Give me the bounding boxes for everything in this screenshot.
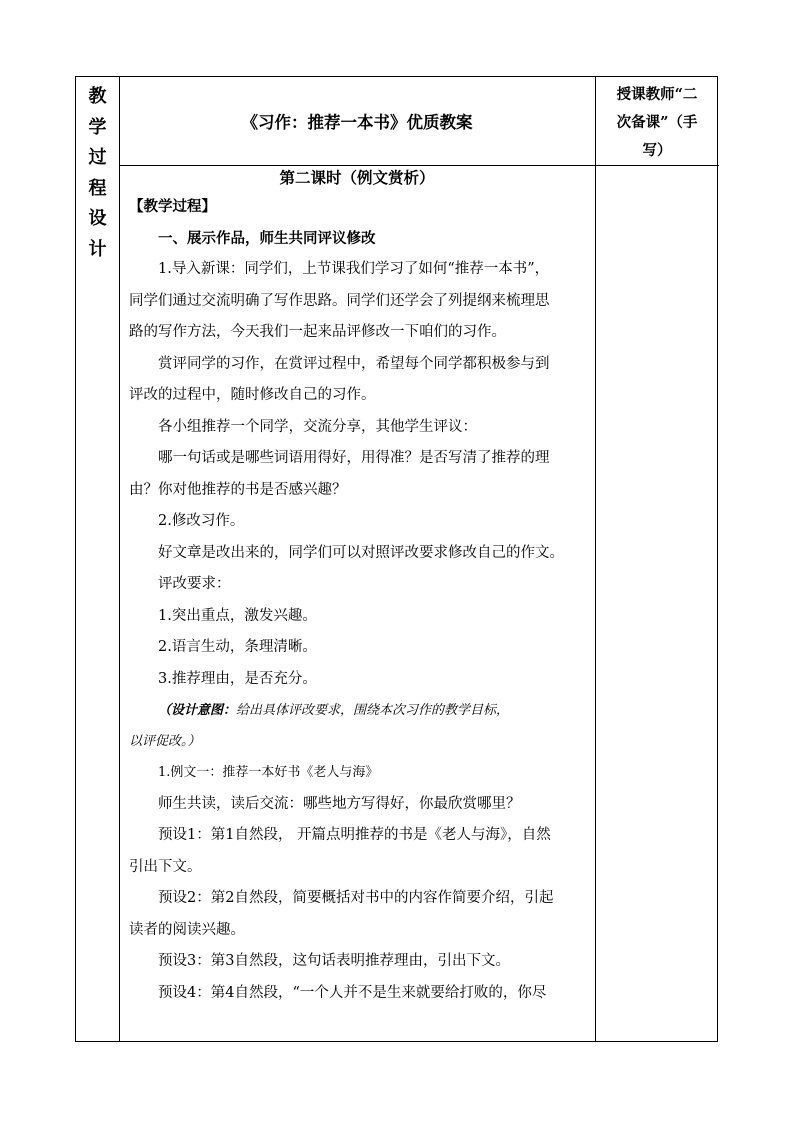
paragraph-line: 师生共读，读后交流：哪些地方写得好，你最欣赏哪里？ — [158, 795, 521, 812]
process-heading: 【教学过程】 — [129, 198, 216, 215]
paragraph-line: 评改的过程中，随时修改自己的习作。 — [129, 387, 376, 403]
right-header-line: 次备课”（手 — [616, 114, 698, 131]
paragraph-line: 由？你对他推荐的书是否感兴趣？ — [129, 481, 347, 498]
paragraph-line: 预设2：第2自然段，简要概括对书中的内容作简要介绍，引起 — [158, 890, 554, 906]
paragraph-line: 预设3：第3自然段，这句话表明推荐理由，引出下文。 — [158, 953, 510, 969]
left-label-teaching-process-design — [76, 77, 119, 265]
design-intent-text: 给出具体评改要求，围绕本次习作的教学目标， — [236, 703, 510, 718]
paragraph-line: 预设1：第1自然段， 开篇点明推荐的书是《老人与海》，自然 — [158, 827, 551, 843]
paragraph-line: 各小组推荐一个同学，交流分享，其他学生评议： — [158, 418, 477, 435]
paragraph-line: 1.导入新课：同学们，上节课我们学习了如何“推荐一本书”， — [158, 261, 550, 277]
left-label-char: 计 — [88, 238, 107, 260]
left-label-char: 程 — [88, 177, 107, 199]
document-title: 《习作：推荐一本书》优质教案 — [241, 113, 473, 132]
design-intent-note-end: 以评促改。） — [129, 734, 201, 749]
example-title: 1.例文一：推荐一本好书《老人与海》 — [158, 765, 379, 780]
left-label-char: 设 — [88, 208, 107, 229]
paragraph-line: 3.推荐理由，是否充分。 — [158, 670, 317, 687]
design-intent-label: （设计意图： — [158, 703, 237, 718]
lesson-title: 第二课时（例文赏析） — [279, 168, 435, 187]
lesson-plan-table — [75, 76, 718, 1042]
lesson-content — [119, 165, 595, 1009]
paragraph-line: 2.语言生动，条理清晰。 — [158, 639, 317, 655]
column-divider-right — [595, 77, 596, 1041]
paragraph-line: 预设4：第4自然段，“一个人并不是生来就要给打败的，你尽 — [158, 984, 547, 1001]
paragraph-line: 读者的阅读兴趣。 — [129, 921, 245, 938]
paragraph-line: 好文章是改出来的，同学们可以对照评改要求修改自己的作文。 — [158, 544, 564, 561]
right-header-line: 授课教师“二 — [616, 86, 698, 103]
paragraph-line: 赏评同学的习作，在赏评过程中，希望每个同学都积极参与到 — [158, 355, 550, 372]
paragraph-line: 评改要求： — [158, 576, 231, 592]
paragraph-line: 2.修改习作。 — [158, 513, 245, 529]
right-header-line: 写） — [642, 142, 672, 159]
left-label-char: 教 — [88, 86, 107, 107]
paragraph-line: 1.突出重点，激发兴趣。 — [158, 607, 317, 624]
left-label-char: 过 — [88, 147, 107, 168]
second-preparation-header — [597, 81, 717, 165]
paragraph-line: 同学们通过交流明确了写作思路。同学们还学会了列提纲来梳理思 — [129, 292, 550, 309]
design-intent-note — [119, 695, 595, 726]
paragraph-line: 引出下文。 — [129, 858, 202, 875]
paragraph-line: 路的写作方法，今天我们一起来品评修改一下咱们的习作。 — [129, 324, 506, 340]
left-label-char: 学 — [88, 116, 107, 138]
section-heading-1: 一、展示作品，师生共同评议修改 — [158, 229, 376, 247]
paragraph-line: 哪一句话或是哪些词语用得好，用得准？是否写清了推荐的理 — [158, 450, 550, 466]
